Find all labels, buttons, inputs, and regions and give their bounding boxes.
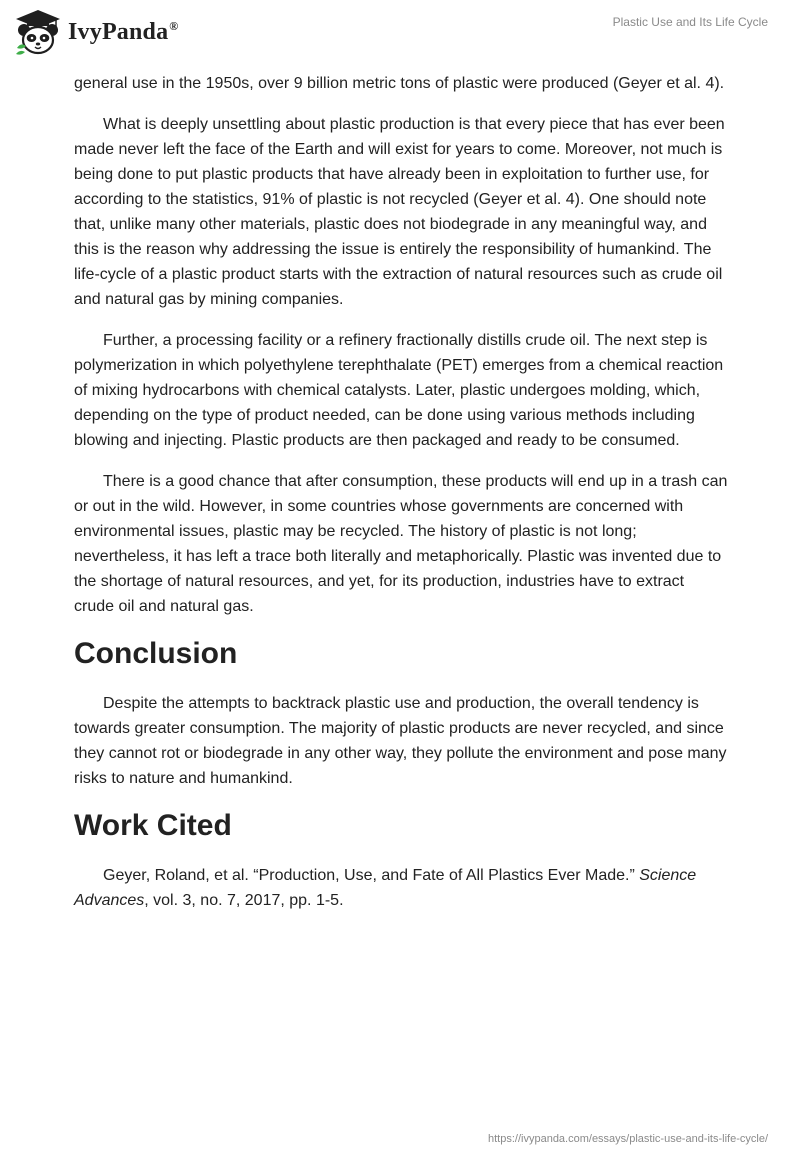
- citation-journal: Science Advances: [74, 867, 697, 909]
- citation-details: , vol. 3, no. 7, 2017, pp. 1-5.: [144, 892, 344, 909]
- citation-entry: [74, 863, 728, 913]
- body-paragraph: There is a good chance that after consumption, these products will end up in a trash can or out in the wild. However, in some countries whose governments are concerned with environmental issues, plastic may be recycled. The history of plastic is not long; nevertheless, it has left a trace both literally and metaphorically. Plastic was invented due to the shortage of natural resources, and yet, for its production, industries have to extract crude oil and natural gas.: [74, 473, 728, 615]
- body-paragraph: Further, a processing facility or a refinery fractionally distills crude oil. The next step is polymerization in which polyethylene terephthalate (PET) emerges from a chemical reaction of mixing hydrocarbons with chemical catalysts. Later, plastic undergoes molding, which, depending on the type of product needed, can be done using various methods including blowing and injecting. Plastic products are then packaged and ready to be consumed.: [74, 332, 724, 449]
- body-paragraph: What is deeply unsettling about plastic production is that every piece that has ever been made never left the face of the Earth and will exist for years to come. Moreover, not much is being done to put plastic products that have already been in exploitation to further use, for according to the statistics, 91% of plastic is not recycled (Geyer et al. 4). One should note that, unlike many other materials, plastic does not biodegrade in any meaningful way, and this is the reason why addressing the issue is entirely the responsibility of humankind. The life-cycle of a plastic product starts with the extraction of natural resources such as crude oil and natural gas by mining companies.: [74, 116, 725, 308]
- source-url[interactable]: https://ivypanda.com/essays/plastic-use-and-its-life-cycle/: [488, 1133, 768, 1145]
- running-title: Plastic Use and Its Life Cycle: [612, 15, 768, 29]
- ivypanda-logo[interactable]: [14, 8, 178, 56]
- page-header: [0, 0, 800, 70]
- registered-mark: ®: [169, 18, 179, 33]
- panda-graduate-icon: [14, 8, 62, 56]
- citation-authors-title: Geyer, Roland, et al. “Production, Use, and Fate of All Plastics Ever Made.”: [103, 867, 640, 884]
- body-paragraph: general use in the 1950s, over 9 billion metric tons of plastic were produced (Geyer et al. 4).: [74, 75, 725, 92]
- brand-name: IvyPanda®: [68, 18, 179, 45]
- work-cited-heading: Work Cited: [74, 809, 232, 842]
- essay-content: [74, 71, 728, 929]
- conclusion-heading: Conclusion: [74, 637, 238, 670]
- conclusion-paragraph: Despite the attempts to backtrack plastic use and production, the overall tendency is towards greater consumption. The majority of plastic products are never recycled, and since they cannot rot or biodegrade in any other way, they pollute the environment and pose many risks to nature and humankind.: [74, 695, 727, 787]
